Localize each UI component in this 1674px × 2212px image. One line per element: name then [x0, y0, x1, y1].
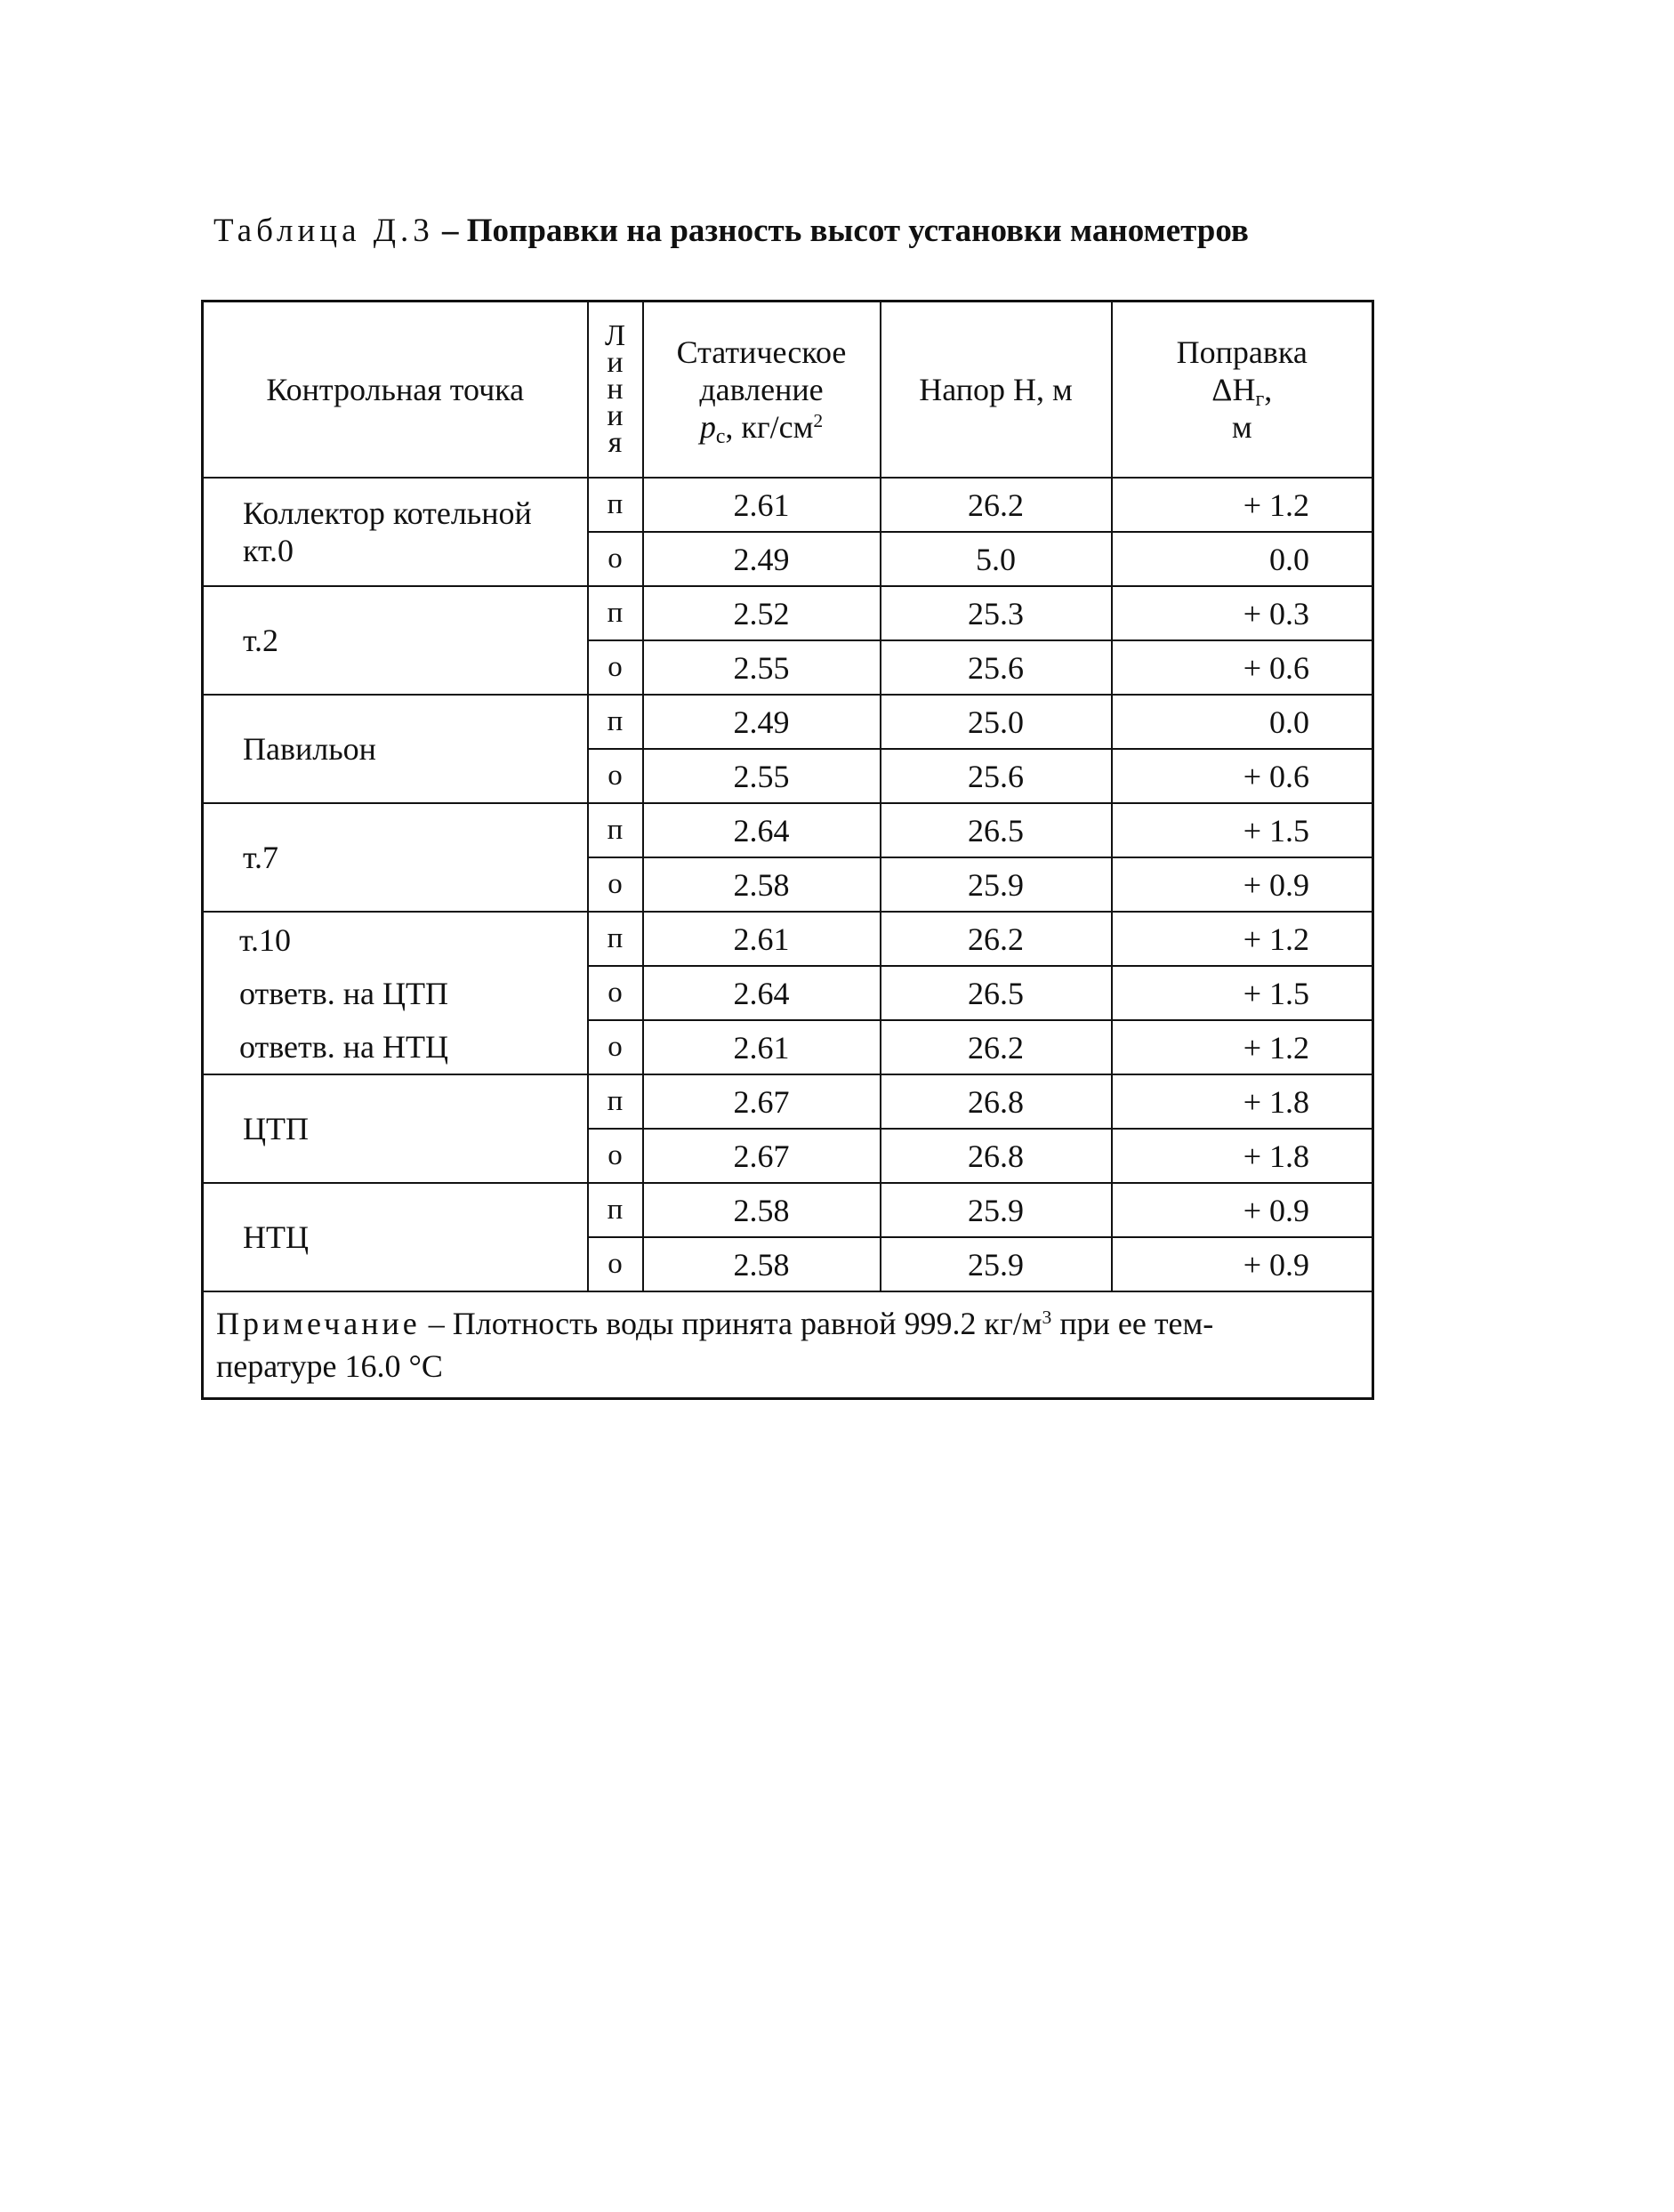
table-row — [203, 1183, 1373, 1237]
line-cell: о — [588, 1237, 643, 1291]
pressure-cell: 2.61 — [643, 912, 881, 966]
head-cell: 25.0 — [881, 695, 1112, 749]
point-cell: т.7 — [203, 803, 588, 912]
pressure-cell: 2.61 — [643, 478, 881, 532]
line-cell: о — [588, 749, 643, 803]
correction-cell: 0.0 — [1112, 695, 1373, 749]
point-cell: т.10 ответв. на ЦТП ответв. на НТЦ — [203, 912, 588, 1074]
head-cell: 26.8 — [881, 1074, 1112, 1129]
header-pressure: Статическое давление $p_с$, $кг/см^2$ — [643, 302, 881, 479]
pressure-cell: 2.64 — [643, 803, 881, 857]
header-point: Контрольная точка — [203, 302, 588, 479]
table-row — [203, 478, 1373, 532]
pressure-cell: 2.52 — [643, 586, 881, 640]
line-cell: п — [588, 912, 643, 966]
pressure-cell: 2.49 — [643, 532, 881, 586]
point-cell: НТЦ — [203, 1183, 588, 1291]
correction-cell: + 1.2 — [1112, 478, 1373, 532]
line-cell: п — [588, 695, 643, 749]
pressure-cell: 2.67 — [643, 1129, 881, 1183]
pressure-cell: 2.58 — [643, 1183, 881, 1237]
note-text: Плотность воды принята равной 999.2 кг/м — [452, 1306, 1042, 1341]
header-line: Л и н и я — [588, 302, 643, 479]
note-label: Примечание — [216, 1306, 421, 1341]
head-cell: 25.3 — [881, 586, 1112, 640]
correction-cell: 0.0 — [1112, 532, 1373, 586]
note-row — [203, 1291, 1373, 1399]
caption-dash: – — [433, 213, 467, 249]
pressure-cell: 2.58 — [643, 1237, 881, 1291]
pressure-cell: 2.49 — [643, 695, 881, 749]
correction-cell: + 1.5 — [1112, 966, 1373, 1020]
head-cell: 25.9 — [881, 857, 1112, 912]
header-head: Напор Н, м — [881, 302, 1112, 479]
correction-cell: + 0.3 — [1112, 586, 1373, 640]
pressure-cell: 2.55 — [643, 640, 881, 695]
correction-cell: + 1.2 — [1112, 912, 1373, 966]
table-row — [203, 803, 1373, 857]
correction-cell: + 1.2 — [1112, 1020, 1373, 1074]
table-row — [203, 1074, 1373, 1129]
point-cell: т.2 — [203, 586, 588, 695]
line-cell: о — [588, 966, 643, 1020]
correction-cell: + 1.8 — [1112, 1074, 1373, 1129]
head-cell: 25.6 — [881, 749, 1112, 803]
correction-cell: + 1.8 — [1112, 1129, 1373, 1183]
note-cell: Примечание – Плотность воды принята равной 999.2 $кг/м^3$ при ее тем- пературе 16.0 °С — [203, 1291, 1373, 1399]
correction-cell: + 0.9 — [1112, 1237, 1373, 1291]
head-cell: 26.8 — [881, 1129, 1112, 1183]
pressure-cell: 2.58 — [643, 857, 881, 912]
line-cell: п — [588, 586, 643, 640]
line-cell: п — [588, 1074, 643, 1129]
head-cell: 26.2 — [881, 478, 1112, 532]
correction-cell: + 0.9 — [1112, 1183, 1373, 1237]
head-cell: 5.0 — [881, 532, 1112, 586]
point-cell: Коллектор котельной кт.0 — [203, 478, 588, 586]
header-correction: Поправка $\Delta Н_г$, м — [1112, 302, 1373, 479]
head-cell: 26.2 — [881, 912, 1112, 966]
line-cell: о — [588, 1020, 643, 1074]
line-cell: о — [588, 640, 643, 695]
point-cell: ЦТП — [203, 1074, 588, 1183]
header-row — [203, 302, 1373, 479]
pressure-cell: 2.61 — [643, 1020, 881, 1074]
head-cell: 26.5 — [881, 803, 1112, 857]
caption-title: Поправки на разность высот установки манометров — [466, 213, 1249, 249]
head-cell: 25.9 — [881, 1237, 1112, 1291]
pressure-cell: 2.55 — [643, 749, 881, 803]
correction-cell: + 0.6 — [1112, 640, 1373, 695]
line-cell: п — [588, 478, 643, 532]
pressure-cell: 2.67 — [643, 1074, 881, 1129]
table-row — [203, 586, 1373, 640]
correction-cell: + 1.5 — [1112, 803, 1373, 857]
correction-cell: + 0.6 — [1112, 749, 1373, 803]
line-cell: п — [588, 1183, 643, 1237]
head-cell: 25.9 — [881, 1183, 1112, 1237]
pressure-cell: 2.64 — [643, 966, 881, 1020]
head-cell: 26.2 — [881, 1020, 1112, 1074]
line-cell: о — [588, 857, 643, 912]
point-cell: Павильон — [203, 695, 588, 803]
line-cell: о — [588, 532, 643, 586]
head-cell: 26.5 — [881, 966, 1112, 1020]
table-row — [203, 695, 1373, 749]
head-cell: 25.6 — [881, 640, 1112, 695]
line-cell: о — [588, 1129, 643, 1183]
table-caption — [213, 212, 1249, 250]
table-row — [203, 912, 1373, 966]
line-cell: п — [588, 803, 643, 857]
caption-label: Таблица Д.3 — [213, 213, 434, 249]
corrections-table — [201, 300, 1374, 1400]
correction-cell: + 0.9 — [1112, 857, 1373, 912]
